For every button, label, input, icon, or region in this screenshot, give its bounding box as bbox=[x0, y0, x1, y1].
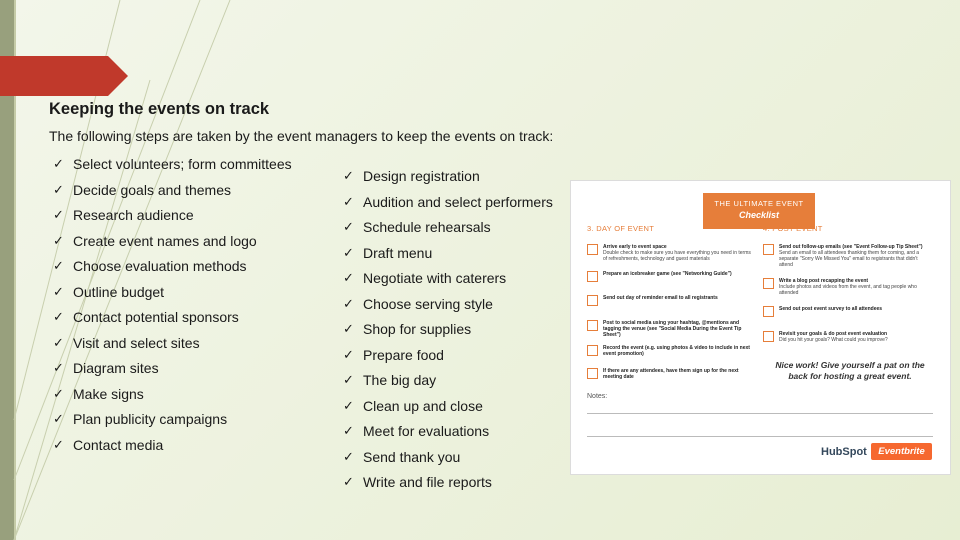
checkbox-icon bbox=[587, 295, 598, 306]
checkmark-icon: ✓ bbox=[53, 207, 64, 222]
praise-text: Nice work! Give yourself a pat on the back for hosting a great event. bbox=[775, 360, 925, 381]
list-item: ✓ Decide goals and themes bbox=[53, 181, 231, 198]
list-item: ✓ Prepare food bbox=[343, 346, 444, 363]
list-item: ✓ Outline budget bbox=[53, 283, 165, 300]
event-checklist-image: THE ULTIMATE EVENT Checklist 3. DAY OF EVENT 4. POST EVENT Arrive early to event space Double check to make sure you have everything you need in terms of refreshments, technology and guest materials Prepare an icebreaker game (see "Networking Guide") Send out day of reminder email to all registrants Post to social media using your hashtag, @mentions and tagging the venue (see "Social Media During the Event Tip Sheet") Record the event (e.g. using photos & video to include in next event promotion) If there are any attendees, have them sign up for the next meeting date Send out follow-up emails (see "Event Follow-up Tip Sheet") Send an email to all attendees thanking them for coming, and a separate "Sorry We Missed You" email to registrants that didn't attend Write a blog post recapping the event Include photos and videos from the event, and tag people who attended Send out post event survey to all attendees Revisit your goals & do post event evaluation Did you hit your goals? What could you improve? Nice work! Give yourself a pat on the back for hosting a great event. Notes: HubSpot Eventbrite bbox=[570, 180, 951, 475]
list-item: ✓ Make signs bbox=[53, 385, 144, 402]
checkmark-icon: ✓ bbox=[53, 232, 64, 248]
list-item: ✓ Choose evaluation methods bbox=[53, 258, 247, 274]
right-checklist bbox=[339, 167, 553, 499]
checkbox-icon bbox=[587, 271, 598, 282]
checkmark-icon: ✓ bbox=[53, 360, 64, 375]
checkmark-icon: ✓ bbox=[343, 219, 354, 234]
left-checklist bbox=[49, 155, 292, 461]
checkmark-icon: ✓ bbox=[343, 397, 354, 413]
list-item: ✓ Schedule rehearsals bbox=[343, 219, 491, 235]
checkbox-icon bbox=[763, 331, 774, 342]
checkmark-icon: ✓ bbox=[53, 181, 64, 197]
day-of-event-heading: 3. DAY OF EVENT bbox=[587, 224, 655, 233]
checkbox-icon bbox=[587, 244, 598, 255]
hubspot-logo: HubSpot bbox=[821, 446, 867, 458]
checkmark-icon: ✓ bbox=[343, 474, 354, 489]
checkmark-icon: ✓ bbox=[343, 321, 354, 336]
checkmark-icon: ✓ bbox=[53, 411, 64, 426]
checkbox-icon bbox=[587, 345, 598, 356]
list-item: ✓ Shop for supplies bbox=[343, 321, 472, 337]
list-item: ✓ Plan publicity campaigns bbox=[53, 411, 228, 427]
checkmark-icon: ✓ bbox=[343, 346, 354, 362]
checkbox-icon bbox=[587, 320, 598, 331]
checkmark-icon: ✓ bbox=[53, 334, 64, 350]
list-item: ✓ Clean up and close bbox=[343, 397, 483, 414]
list-item: ✓ Write and file reports bbox=[343, 474, 492, 490]
list-item: ✓ Audition and select performers bbox=[343, 193, 553, 210]
red-accent-tab bbox=[0, 56, 128, 96]
banner-line-1: THE ULTIMATE EVENT bbox=[714, 199, 804, 208]
checkmark-icon: ✓ bbox=[53, 309, 64, 324]
list-item: ✓ Choose serving style bbox=[343, 295, 493, 312]
checkbox-icon bbox=[763, 244, 774, 255]
post-event-heading: 4. POST EVENT bbox=[763, 224, 823, 233]
checkmark-icon: ✓ bbox=[53, 283, 64, 299]
list-item: ✓ The big day bbox=[343, 372, 437, 388]
notes-line bbox=[587, 413, 933, 414]
notes-label: Notes: bbox=[587, 393, 608, 400]
list-item: ✓ Draft menu bbox=[343, 244, 433, 261]
notes-line bbox=[587, 436, 933, 437]
list-item: ✓ Send thank you bbox=[343, 448, 461, 465]
checkmark-icon: ✓ bbox=[343, 295, 354, 311]
slide-intro: The following steps are taken by the event managers to keep the events on track: bbox=[49, 128, 554, 144]
list-item: ✓ Select volunteers; form committees bbox=[53, 156, 292, 172]
checkmark-icon: ✓ bbox=[343, 193, 354, 209]
list-item: ✓ Contact media bbox=[53, 436, 164, 453]
list-item: ✓ Contact potential sponsors bbox=[53, 309, 239, 325]
checkbox-icon bbox=[587, 368, 598, 379]
checkmark-icon: ✓ bbox=[53, 436, 64, 452]
checkmark-icon: ✓ bbox=[343, 168, 354, 183]
checkmark-icon: ✓ bbox=[53, 156, 64, 171]
list-item: ✓ Visit and select sites bbox=[53, 334, 200, 351]
checkmark-icon: ✓ bbox=[343, 448, 354, 464]
checkbox-icon bbox=[763, 306, 774, 317]
list-item: ✓ Create event names and logo bbox=[53, 232, 257, 249]
list-item: ✓ Research audience bbox=[53, 207, 194, 223]
checkmark-icon: ✓ bbox=[343, 244, 354, 260]
checkmark-icon: ✓ bbox=[53, 258, 64, 273]
list-item: ✓ Negotiate with caterers bbox=[343, 270, 507, 286]
checkmark-icon: ✓ bbox=[343, 270, 354, 285]
banner-line-2: Checklist bbox=[738, 210, 780, 220]
eventbrite-logo: Eventbrite bbox=[871, 443, 932, 460]
list-item: ✓ Meet for evaluations bbox=[343, 423, 490, 439]
checkmark-icon: ✓ bbox=[343, 372, 354, 387]
checkmark-icon: ✓ bbox=[343, 423, 354, 438]
list-item: ✓ Diagram sites bbox=[53, 360, 159, 376]
checkmark-icon: ✓ bbox=[53, 385, 64, 401]
checkbox-icon bbox=[763, 278, 774, 289]
list-item: ✓ Design registration bbox=[343, 168, 480, 184]
slide-title: Keeping the events on track bbox=[49, 100, 270, 118]
